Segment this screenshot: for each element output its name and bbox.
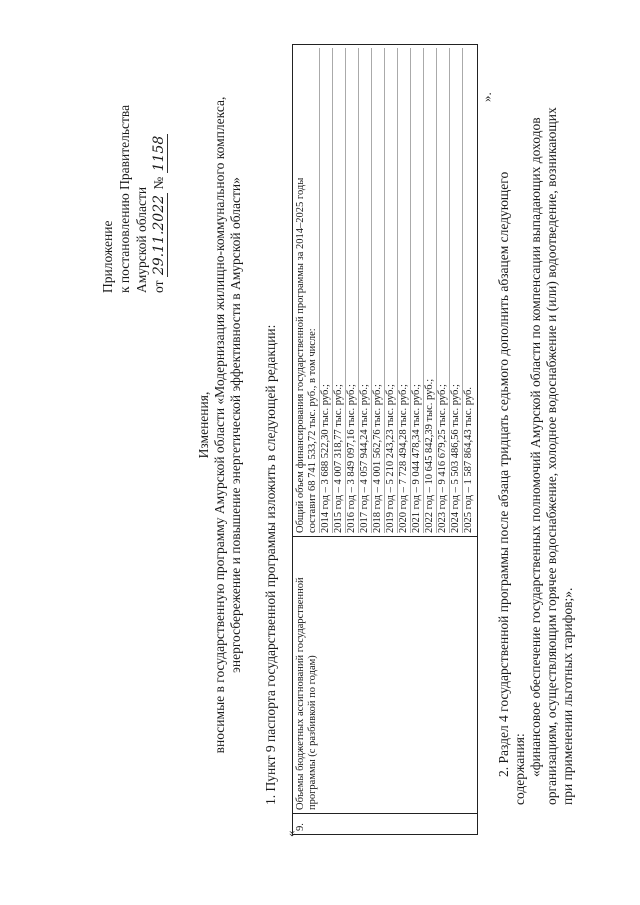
title-line1: Изменения, xyxy=(196,391,211,459)
number-prefix: № xyxy=(151,176,166,190)
title-line2: вносимые в государственную программу Амурской области «Модернизация жилищно-коммунального комплекса, xyxy=(212,96,227,754)
year-row: 2018 год – 4 001 562,76 тыс. руб.; xyxy=(372,48,385,533)
passport-table xyxy=(292,44,478,835)
appendix-line3: Амурской области xyxy=(134,186,149,293)
financing-header: Общий объем финансирования государственной программы за 2014–2025 годы xyxy=(295,177,306,533)
year-row: 2023 год – 9 416 679,25 тыс. руб.; xyxy=(437,48,450,533)
row-label xyxy=(293,537,478,814)
financing-total: составит 68 741 533,72 тыс. руб., в том числе: xyxy=(307,48,320,533)
appendix-date-line xyxy=(150,105,168,293)
year-row: 2022 год – 10 645 842,39 тыс. руб.; xyxy=(424,48,437,533)
year-row: 2016 год – 3 849 097,16 тыс. руб.; xyxy=(346,48,359,533)
year-row: 2020 год – 7 728 494,28 тыс. руб.; xyxy=(398,48,411,533)
item1-text: 1. Пункт 9 паспорта государственной программы изложить в следующей редакции: xyxy=(263,324,278,805)
item2-line2: содержания: xyxy=(512,733,527,805)
item2-line3: «финансовое обеспечение государственных полномочий Амурской области по компенсации выпадающих доходов xyxy=(528,117,543,777)
year-row: 2021 год – 9 044 478,34 тыс. руб.; xyxy=(411,48,424,533)
label-line2: программы (с разбивкой по годам) xyxy=(307,655,318,810)
quote-open: « xyxy=(283,830,298,837)
year-row: 2015 год – 4 007 318,77 тыс. руб.; xyxy=(333,48,346,533)
item2-line1: 2. Раздел 4 государственной программы после абзаца тридцать седьмого дополнить абзацем следующего xyxy=(496,171,511,777)
appendix-stamp xyxy=(99,105,168,293)
label-line1: Объемы бюджетных ассигнований государственной xyxy=(295,577,306,810)
appendix-line2: к постановлению Правительства xyxy=(117,104,132,293)
date-prefix: от xyxy=(151,280,166,293)
title-line3: энергосбережение и повышение энергетической эффективности в Амурской области» xyxy=(228,177,243,673)
handwritten-date: 29.11.2022 xyxy=(151,194,167,276)
item2-paragraph xyxy=(496,93,576,805)
row-number: 9. xyxy=(293,814,478,835)
appendix-line1: Приложение xyxy=(100,220,115,293)
year-row: 2024 год – 5 503 486,56 тыс. руб.; xyxy=(450,48,463,533)
financing-cell xyxy=(293,45,478,537)
year-row: 2017 год – 4 057 944,24 тыс. руб.; xyxy=(359,48,372,533)
document-title xyxy=(196,95,244,755)
year-row: 2019 год – 5 210 243,23 тыс. руб.; xyxy=(385,48,398,533)
year-row: 2025 год – 1 587 864,43 тыс. руб. xyxy=(463,387,474,533)
handwritten-number: 1158 xyxy=(151,135,167,172)
item2-line4: организациям, осуществляющим горячее водоснабжение, холодное водоснабжение и (или) водоотведение, возникающих xyxy=(544,107,559,805)
quote-close: ». xyxy=(479,92,494,102)
item2-line5: при применении льготных тарифов;». xyxy=(560,587,575,805)
year-row: 2014 год – 3 688 522,30 тыс. руб.; xyxy=(320,48,333,533)
table-row xyxy=(293,45,478,835)
